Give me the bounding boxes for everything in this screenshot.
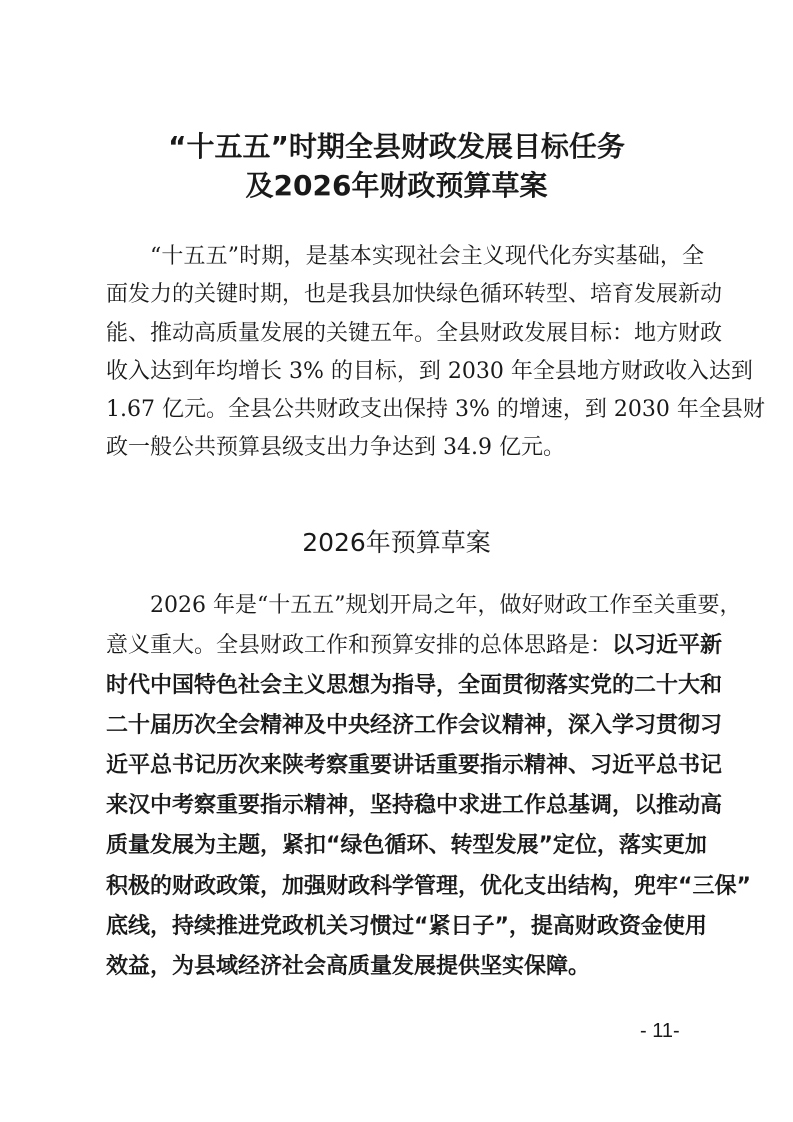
text-regular: 意义重大。全县财政工作和预算安排的总体思路是： <box>106 633 613 658</box>
document-title-line-1: “十五五”时期全县财政发展目标任务 <box>168 130 625 163</box>
text-line: 二十届历次全会精神及中央经济工作会议精神，深入学习贯彻习 <box>106 713 723 738</box>
text-line: 面发力的关键时期，也是我县加快绿色循环转型、培育发展新动 <box>106 282 723 307</box>
text-line: 底线，持续推进党政机关习惯过“紧日子”，提高财政资金使用 <box>106 914 707 939</box>
text-line: 时代中国特色社会主义思想为指导，全面贯彻落实党的二十大和 <box>106 673 723 698</box>
page-number: - 11- <box>640 1020 680 1042</box>
text-line: 政一般公共预算县级支出力争达到 34.9 亿元。 <box>106 435 565 460</box>
text-line <box>106 631 723 661</box>
text-line: 积极的财政政策，加强财政科学管理，优化支出结构，兜牢“三保” <box>106 874 751 899</box>
text-bold: 以习近平新 <box>612 633 723 658</box>
text-line: 近平总书记历次来陕考察重要讲话重要指示精神、习近平总书记 <box>106 753 723 778</box>
text-line: 2026 年是“十五五”规划开局之年，做好财政工作至关重要， <box>150 593 742 618</box>
text-line: 质量发展为主题，紧扣“绿色循环、转型发展”定位，落实更加 <box>106 833 707 858</box>
text-line: 能、推动高质量发展的关键五年。全县财政发展目标：地方财政 <box>106 321 723 346</box>
text-line: “十五五”时期，是基本实现社会主义现代化夯实基础，全 <box>150 244 704 269</box>
section-heading: 2026年预算草案 <box>302 528 491 557</box>
text-line: 1.67 亿元。全县公共财政支出保持 3% 的增速，到 2030 年全县财 <box>106 397 765 422</box>
document-title-line-2: 及2026年财政预算草案 <box>245 169 548 202</box>
text-line: 效益，为县域经济社会高质量发展提供坚实保障。 <box>106 954 591 979</box>
text-line: 收入达到年均增长 3% 的目标，到 2030 年全县地方财政收入达到 <box>106 359 753 384</box>
text-line: 来汉中考察重要指示精神，坚持稳中求进工作总基调，以推动高 <box>106 793 723 818</box>
